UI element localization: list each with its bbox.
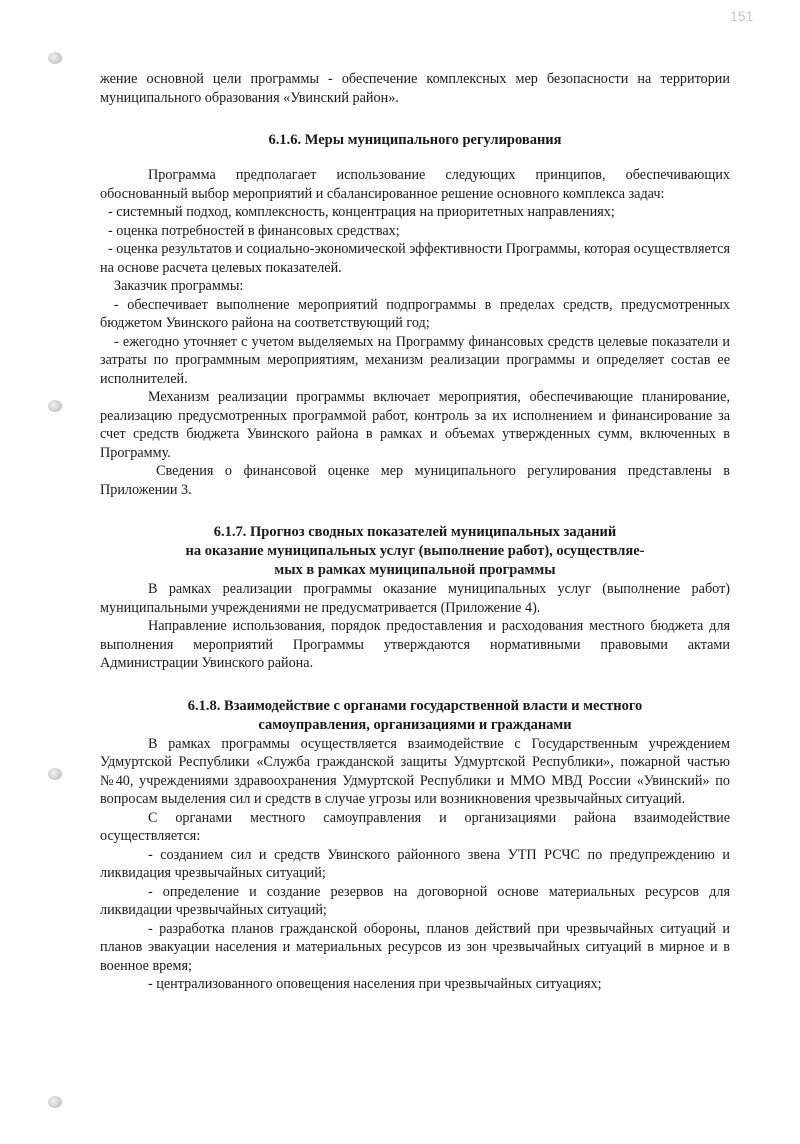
intro-paragraph: жение основной цели программы - обеспечение комплексных мер безопасности на территории муниципального образования «Увинский район». [100, 71, 730, 106]
bullet-item: - системный подход, комплексность, концентрация на приоритетных направлениях; [108, 204, 615, 220]
bullet-item: - ежегодно уточняет с учетом выделяемых на Программу финансовых средств целевые показатели и затраты по программным мероприятиям, механизм реализации программы и определяет состав ее исполнителей. [100, 333, 730, 387]
punch-hole-mark [48, 768, 62, 780]
title-line: мых в рамках муниципальной программы [274, 562, 556, 578]
bullet-item: - оценка потребностей в финансовых средствах; [108, 222, 400, 239]
section-6-1-7-title [100, 523, 730, 580]
bullet-item: - обеспечивает выполнение мероприятий подпрограммы в пределах средств, предусмотренных бюджетом Увинского района на соответствующий год; [100, 296, 730, 331]
paragraph: С органами местного самоуправления и организациями района взаимодействие осуществляется: [100, 809, 730, 844]
bullet-item: - централизованного оповещения населения при чрезвычайных ситуациях; [148, 976, 602, 992]
bullet-item: - оценка результатов и социально-экономической эффективности Программы, которая осуществляется на основе расчета целевых показателей. [100, 241, 730, 276]
paragraph: Направление использования, порядок предоставления и расходования местного бюджета для выполнения мероприятий Программы утверждаются нормативными правовыми актами Администрации Увинского района. [100, 618, 730, 671]
document-body [100, 70, 730, 994]
paragraph: Механизм реализации программы включает мероприятия, обеспечивающие планирование, реализацию предусмотренных программой работ, контроль за их исполнением и финансирование за счет средств бюджета Увинского района в рамках и объемах утвержденных сумм, включенных в Программу. [100, 389, 730, 461]
page-number-mark: 151 [730, 8, 754, 24]
paragraph: В рамках реализации программы оказание муниципальных услуг (выполнение работ) муниципальными учреждениями не предусматривается (Приложение 4). [100, 581, 730, 616]
paragraph: Заказчик программы: [114, 278, 244, 294]
paragraph: Программа предполагает использование следующих принципов, обеспечивающих обоснованный выбор мероприятий и сбалансированное решение основного комплекса задач: [100, 167, 730, 202]
bullet-item: - определение и создание резервов на договорной основе материальных ресурсов для ликвидации чрезвычайных ситуаций; [100, 883, 730, 918]
section-6-1-8-title [100, 697, 730, 735]
punch-hole-mark [48, 52, 62, 64]
bullet-item: - разработка планов гражданской обороны, планов действий при чрезвычайных ситуаций и планов эвакуации населения и материальных ресурсов из зон чрезвычайных ситуаций в мирное и в военное время; [100, 920, 730, 974]
bullet-item: - созданием сил и средств Увинского районного звена УТП РСЧС по предупреждению и ликвидация чрезвычайных ситуаций; [100, 846, 730, 881]
punch-hole-mark [48, 400, 62, 412]
title-line: 6.1.7. Прогноз сводных показателей муниципальных заданий [213, 524, 617, 540]
title-line: 6.1.8. Взаимодействие с органами государственной власти и местного [187, 697, 643, 714]
section-6-1-6-title: 6.1.6. Меры муниципального регулирования [268, 132, 562, 148]
punch-hole-mark [48, 1096, 62, 1108]
paragraph: В рамках программы осуществляется взаимодействие с Государственным учреждением Удмуртской Республики «Служба гражданской защиты Удмуртской Республики», пожарной частью №40, учреждениями здравоохранения Удмуртской Республики и ММО МВД России «Увинский» по вопросам выделения сил и средств в случае угрозы или возникновения чрезвычайных ситуаций. [100, 735, 730, 807]
title-line: на оказание муниципальных услуг (выполнение работ), осуществляе- [185, 543, 645, 559]
paragraph: Сведения о финансовой оценке мер муниципального регулирования представлены в Приложении 3. [100, 463, 730, 498]
title-line: самоуправления, организациями и гражданами [258, 716, 572, 733]
